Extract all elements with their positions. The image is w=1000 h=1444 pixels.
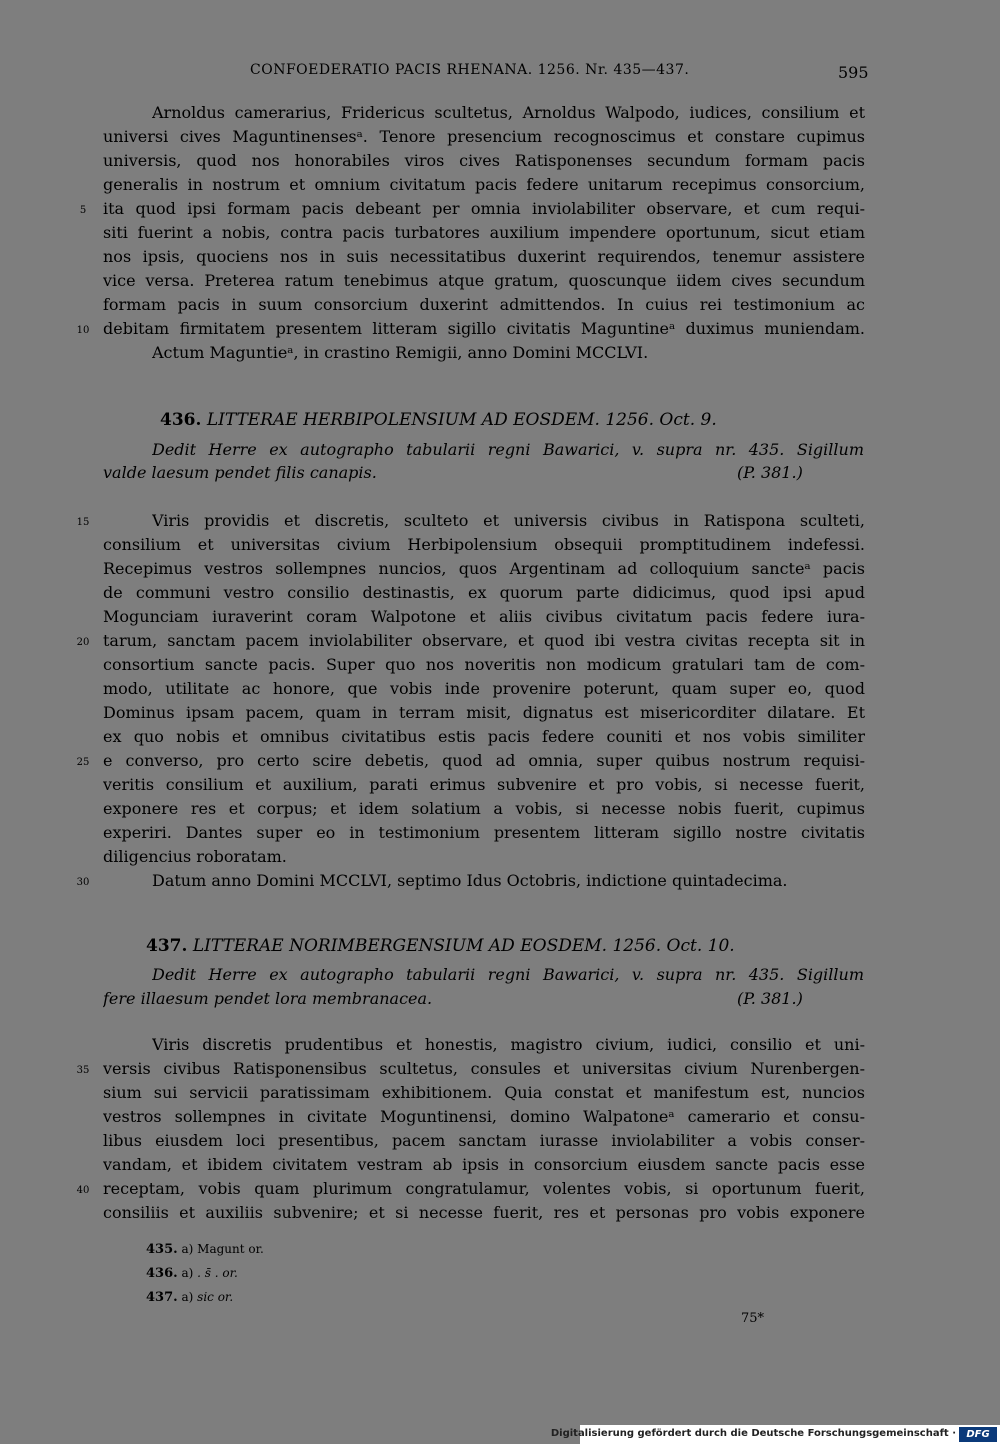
footnote-mark: a) <box>181 1242 194 1256</box>
text-line: universi cives Maguntinensesᵃ. Tenore presencium recognoscimus et constare cupimus <box>103 127 865 146</box>
footnote <box>146 1290 233 1305</box>
footnote-text: sic or. <box>197 1290 234 1304</box>
footnote <box>146 1242 264 1257</box>
text-line: consilium et universitas civium Herbipolensium obsequii promptitudinem indefessi. <box>103 535 865 554</box>
line-number: 20 <box>76 637 90 648</box>
line-number: 25 <box>76 757 90 768</box>
footer-text: Digitalisierung gefördert durch die Deutsche Forschungsgemeinschaft · <box>550 1428 956 1439</box>
doc437-number: 437. <box>146 936 188 956</box>
doc437-source: Dedit Herre ex autographo tabularii regni Bawarici, v. supra nr. 435. Sigillum <box>152 965 864 984</box>
text-line: Actum Maguntieᵃ, in crastino Remigii, anno Domini MCCLVI. <box>152 343 649 362</box>
text-line: generalis in nostrum et omnium civitatum pacis federe unitarum recepimus consorcium, <box>103 175 865 194</box>
text-line: e converso, pro certo scire debetis, quod ad omnia, super quibus nostrum requisi- <box>103 751 865 770</box>
doc437-heading <box>146 936 859 956</box>
doc437-title: LITTERAE NORIMBERGENSIUM AD EOSDEM. 1256. Oct. 10. <box>192 936 735 956</box>
doc436-heading <box>160 410 873 430</box>
doc437-source: fere illaesum pendet lora membranacea. <box>103 989 433 1008</box>
text-line: receptam, vobis quam plurimum congratulamur, volentes vobis, si oportunum fuerit, <box>103 1179 865 1198</box>
text-line: debitam firmitatem presentem litteram sigillo civitatis Maguntineᵃ duximus muniendam. <box>103 319 865 338</box>
footnote-mark: a) <box>181 1290 194 1304</box>
page-number: 595 <box>838 63 869 82</box>
footnote-mark: a) <box>181 1266 194 1280</box>
line-number: 10 <box>76 325 90 336</box>
text-line: nos ipsis, quociens nos in suis necessitatibus duxerint requirendos, tenemur assistere <box>103 247 865 266</box>
text-line: Datum anno Domini MCCLVI, septimo Idus Octobris, indictione quintadecima. <box>152 871 788 890</box>
line-number: 5 <box>79 205 87 216</box>
footnote-number: 436. <box>146 1266 178 1281</box>
text-line: versis civibus Ratisponensibus scultetus, consules et universitas civium Nurenbergen- <box>103 1059 865 1078</box>
text-line: vestros sollempnes in civitate Moguntinensi, domino Walpatoneᵃ camerario et consu- <box>103 1107 865 1126</box>
text-line: Dominus ipsam pacem, quam in terram misit, dignatus est misericorditer dilatare. Et <box>103 703 865 722</box>
line-number: 40 <box>76 1185 90 1196</box>
text-line: Moguncіam iuraverint coram Walpotone et aliis civibus civitatum pacis federe iura- <box>103 607 865 626</box>
text-line: vandam, et ibidem civitatem vestram ab ipsis in consorcium eiusdem sancte pacis esse <box>103 1155 865 1174</box>
text-line: exponere res et corpus; et idem solatium a vobis, si necesse nobis fuerit, cupimus <box>103 799 865 818</box>
running-title: CONFOEDERATIO PACIS RHENANA. 1256. Nr. 435—437. <box>250 62 690 78</box>
doc437-ref: (P. 381.) <box>737 989 803 1008</box>
text-line: experiri. Dantes super eo in testimonium presentem litteram sigillo nostre civitatis <box>103 823 865 842</box>
doc436-title: LITTERAE HERBIPOLENSIUM AD EOSDEM. 1256. Oct. 9. <box>206 410 717 430</box>
text-line: vice versa. Preterea ratum tenebimus atque gratum, quoscunque iidem cives secundum <box>103 271 865 290</box>
text-line: formam pacis in suum consorcium duxerint admittendos. In cuius rei testimonium ac <box>103 295 865 314</box>
footnote-text: . s̄ . or. <box>197 1266 238 1280</box>
text-line: siti fuerint a nobis, contra pacis turbatores auxilium impendere oportunum, sicut etiam <box>103 223 865 242</box>
text-line: sium sui servicii paratissimam exhibitionem. Quia constat et manifestum est, nuncios <box>103 1083 865 1102</box>
text-line: modo, utilitate ac honore, que vobis inde provenire poterunt, quam super eo, quod <box>103 679 865 698</box>
text-line: veritis consilium et auxilium, parati erimus subvenire et pro vobis, si necesse fuerit, <box>103 775 865 794</box>
text-line: Viris providis et discretis, sculteto et universis civibus in Ratispona sculteti, <box>152 511 865 530</box>
text-line: Viris discretis prudentibus et honestis, magistro civium, iudici, consilio et uni- <box>152 1035 865 1054</box>
text-line: tarum, sanctam pacem inviolabiliter observare, et quod ibi vestra civitas recepta sit in <box>103 631 865 650</box>
footnote-text: Magunt or. <box>197 1242 264 1256</box>
doc436-source: Dedit Herre ex autographo tabularii regni Bawarici, v. supra nr. 435. Sigillum <box>152 440 864 459</box>
line-number: 35 <box>76 1065 90 1076</box>
text-line: Arnoldus camerarius, Fridericus scultetus, Arnoldus Walpodo, iudices, consilium et <box>152 103 865 122</box>
doc436-source: valde laesum pendet filis canapis. <box>103 463 377 482</box>
text-line: Recepimus vestros sollempnes nuncios, quos Argentinam ad colloquium sancteᵃ pacis <box>103 559 865 578</box>
text-line: universis, quod nos honorabiles viros cives Ratisponenses secundum formam pacis <box>103 151 865 170</box>
line-number: 30 <box>76 877 90 888</box>
text-line: libus eiusdem loci presentibus, pacem sanctam iurasse inviolabiliter a vobis conser- <box>103 1131 865 1150</box>
footer-bar <box>550 1425 1000 1444</box>
sheet-signature: 75* <box>741 1311 765 1326</box>
doc436-ref: (P. 381.) <box>737 463 803 482</box>
line-number: 15 <box>76 517 90 528</box>
text-line: consortium sancte pacis. Super quo nos noveritis non modicum gratulari tam de com- <box>103 655 865 674</box>
text-line: ita quod ipsi formam pacis debeant per omnia inviolabiliter observare, et cum requi- <box>103 199 865 218</box>
dfg-logo: DFG <box>959 1427 997 1442</box>
footnote-number: 437. <box>146 1290 178 1305</box>
footnote <box>146 1266 238 1281</box>
footnote-number: 435. <box>146 1242 178 1257</box>
text-line: diligencius roboratam. <box>103 847 287 866</box>
doc436-number: 436. <box>160 410 202 430</box>
text-line: ex quo nobis et omnibus civitatibus estis pacis federe couniti et nos vobis similiter <box>103 727 865 746</box>
text-line: de communi vestro consilio destinastis, ex quorum parte didicimus, quod ipsi apud <box>103 583 865 602</box>
text-line: consiliis et auxiliis subvenire; et si necesse fuerit, res et personas pro vobis exponere <box>103 1203 865 1222</box>
